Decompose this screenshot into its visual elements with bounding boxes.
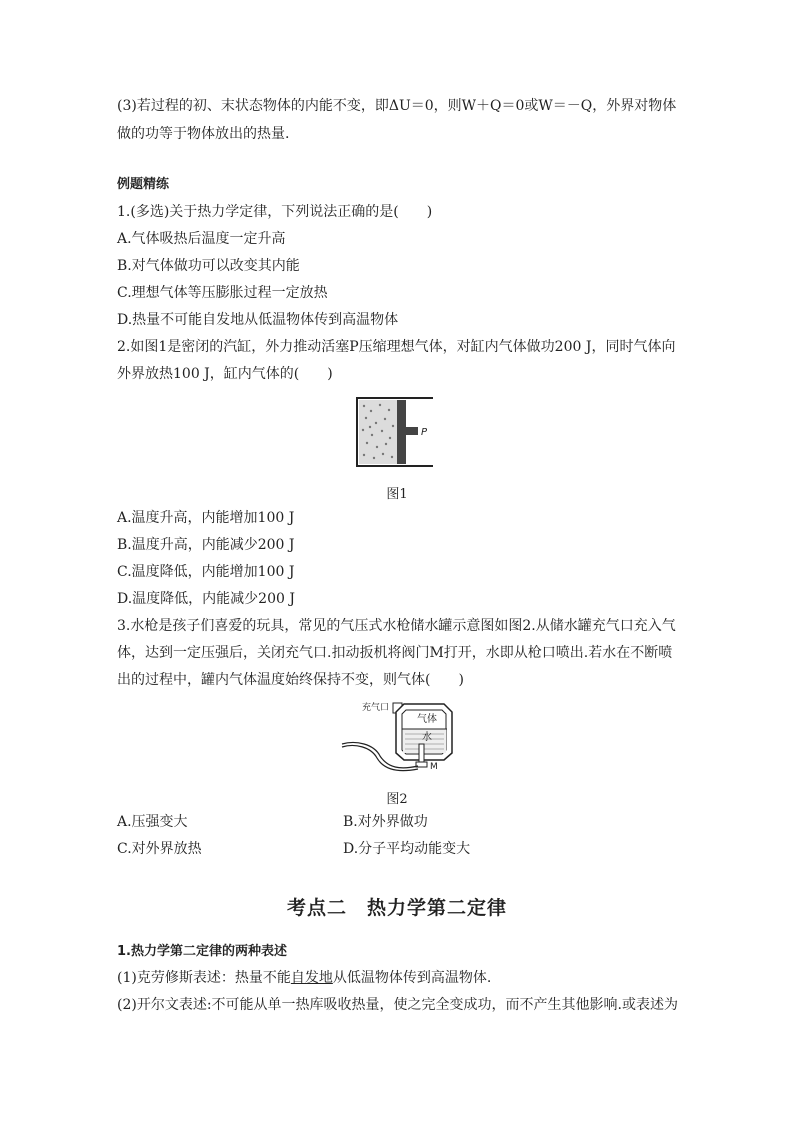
q2-option-a: A.温度升高，内能增加100 J [117,510,295,526]
piston-rod [406,427,418,435]
clausius-text-pre: (1)克劳修斯表述：热量不能 [117,970,291,986]
q1-stem: 1.(多选)关于热力学定律，下列说法正确的是( ) [117,204,433,220]
figure-2-water-gun-diagram [340,698,470,776]
q1-option-b: B.对气体做功可以改变其内能 [117,258,300,274]
gas-label: 气体 [417,714,437,725]
q1-option-d: D.热量不可能自发地从低温物体传到高温物体 [117,312,399,328]
q2-stem-line-1: 2.如图1是密闭的汽缸，外力推动活塞P压缩理想气体，对缸内气体做功200 J，同时气体向 [117,339,676,355]
intro-line-1: (3)若过程的初、末状态物体的内能不变，即ΔU＝0，则W＋Q＝0或W＝－Q，外界对物体 [117,98,677,114]
clausius-text-post: 从低温物体传到高温物体. [332,970,492,986]
q3-option-b: B.对外界做功 [343,814,428,830]
q1-option-a: A.气体吸热后温度一定升高 [117,231,286,247]
examples-heading: 例题精练 [117,177,170,192]
figure-2-caption: 图2 [386,792,408,807]
figure-1-caption: 图1 [386,487,408,502]
q2-option-b: B.温度升高，内能减少200 J [117,537,295,553]
kelvin-statement: (2)开尔文表述:不可能从单一热库吸收热量，使之完全变成功，而不产生其他影响.或表述为 [117,997,678,1013]
clausius-text-underlined: 自发地 [290,970,333,986]
piston [397,400,406,464]
q3-stem-line-3: 出的过程中，罐内气体温度始终保持不变，则气体( ) [117,672,464,688]
section-2-title: 考点二 热力学第二定律 [286,897,507,919]
section-2-subheading: 1.热力学第二定律的两种表述 [117,944,287,959]
inlet-label: 充气口 [362,703,390,713]
water-label: 水 [422,732,432,743]
q2-stem-line-2: 外界放热100 J，缸内气体的( ) [117,366,333,382]
q3-stem-line-1: 3.水枪是孩子们喜爱的玩具，常见的气压式水枪储水罐示意图如图2.从储水罐充气口充入气 [117,618,676,634]
q3-stem-line-2: 体，达到一定压强后，关闭充气口.扣动扳机将阀门M打开，水即从枪口喷出.若水在不断喷 [117,645,673,661]
intro-line-2: 做的功等于物体放出的热量. [117,126,290,142]
q1-option-c: C.理想气体等压膨胀过程一定放热 [117,285,328,301]
q2-option-c: C.温度降低，内能增加100 J [117,564,295,580]
valve-label: M [430,762,438,772]
q3-option-c: C.对外界放热 [117,841,202,857]
outlet-pipe [419,744,424,764]
q3-option-d: D.分子平均动能变大 [343,841,471,857]
piston-label: P [421,427,428,438]
q2-option-d: D.温度降低，内能减少200 J [117,591,295,607]
figure-1-cylinder-diagram [355,396,445,468]
q3-option-a: A.压强变大 [117,814,188,830]
clausius-statement [117,968,682,988]
